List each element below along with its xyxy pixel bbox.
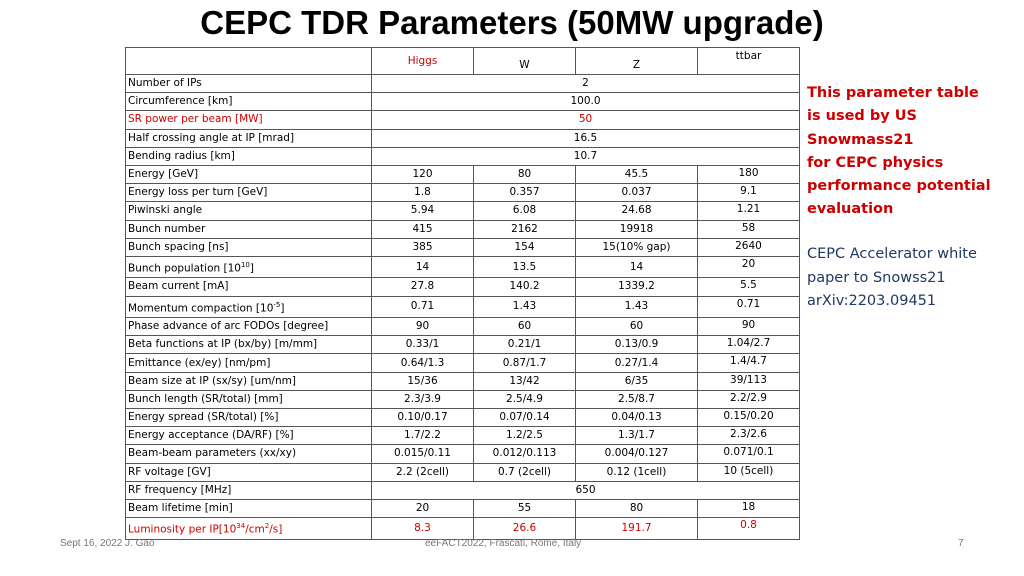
value-cell: 0.8 bbox=[698, 518, 800, 540]
value-cell: 0.071/0.1 bbox=[698, 445, 800, 463]
value-cell: 60 bbox=[576, 318, 698, 336]
table-row bbox=[126, 202, 800, 220]
parameter-name: RF frequency [MHz] bbox=[126, 481, 372, 499]
parameter-name: RF voltage [GV] bbox=[126, 463, 372, 481]
white-paper-note bbox=[807, 243, 1017, 314]
merged-value-cell: 650 bbox=[372, 481, 800, 499]
value-cell: 58 bbox=[698, 220, 800, 238]
value-cell: 1.43 bbox=[474, 296, 576, 318]
header-higgs: Higgs bbox=[372, 48, 474, 75]
value-cell: 0.13/0.9 bbox=[576, 336, 698, 354]
value-cell: 0.33/1 bbox=[372, 336, 474, 354]
table-row bbox=[126, 220, 800, 238]
table-row bbox=[126, 278, 800, 296]
value-cell: 55 bbox=[474, 499, 576, 517]
header-z: Z bbox=[576, 48, 698, 75]
parameter-name: Beam size at IP (sx/sy) [um/nm] bbox=[126, 372, 372, 390]
header-ttbar: ttbar bbox=[698, 48, 800, 75]
value-cell: 0.21/1 bbox=[474, 336, 576, 354]
value-cell: 0.04/0.13 bbox=[576, 409, 698, 427]
parameter-name: SR power per beam [MW] bbox=[126, 111, 372, 129]
value-cell: 9.1 bbox=[698, 184, 800, 202]
parameter-name: Piwinski angle bbox=[126, 202, 372, 220]
slide-title: CEPC TDR Parameters (50MW upgrade) bbox=[200, 4, 824, 41]
value-cell: 180 bbox=[698, 165, 800, 183]
value-cell: 0.357 bbox=[474, 184, 576, 202]
value-cell: 0.10/0.17 bbox=[372, 409, 474, 427]
table-row bbox=[126, 256, 800, 278]
table-row bbox=[126, 499, 800, 517]
value-cell: 0.71 bbox=[372, 296, 474, 318]
value-cell: 2.2/2.9 bbox=[698, 390, 800, 408]
value-cell: 15(10% gap) bbox=[576, 238, 698, 256]
merged-value-cell: 10.7 bbox=[372, 147, 800, 165]
table-row bbox=[126, 238, 800, 256]
value-cell: 0.12 (1cell) bbox=[576, 463, 698, 481]
value-cell: 39/113 bbox=[698, 372, 800, 390]
table-row bbox=[126, 165, 800, 183]
snowmass-note-line: is used by US bbox=[807, 108, 917, 125]
table-row bbox=[126, 445, 800, 463]
table-row bbox=[126, 481, 800, 499]
value-cell: 0.87/1.7 bbox=[474, 354, 576, 372]
value-cell: 13.5 bbox=[474, 256, 576, 278]
value-cell: 1.8 bbox=[372, 184, 474, 202]
table-row bbox=[126, 184, 800, 202]
value-cell: 5.5 bbox=[698, 278, 800, 296]
value-cell: 1.04/2.7 bbox=[698, 336, 800, 354]
value-cell: 13/42 bbox=[474, 372, 576, 390]
table-row bbox=[126, 390, 800, 408]
parameter-name: Beta functions at IP (bx/by) [m/mm] bbox=[126, 336, 372, 354]
value-cell: 80 bbox=[576, 499, 698, 517]
value-cell: 120 bbox=[372, 165, 474, 183]
value-cell: 1339.2 bbox=[576, 278, 698, 296]
value-cell: 415 bbox=[372, 220, 474, 238]
value-cell: 1.21 bbox=[698, 202, 800, 220]
value-cell: 2.5/8.7 bbox=[576, 390, 698, 408]
white-paper-note-line: paper to Snowss21 bbox=[807, 269, 946, 286]
value-cell: 191.7 bbox=[576, 518, 698, 540]
value-cell: 1.43 bbox=[576, 296, 698, 318]
value-cell: 15/36 bbox=[372, 372, 474, 390]
value-cell: 90 bbox=[698, 318, 800, 336]
parameter-name: Beam lifetime [min] bbox=[126, 499, 372, 517]
merged-value-cell: 50 bbox=[372, 111, 800, 129]
value-cell: 1.7/2.2 bbox=[372, 427, 474, 445]
value-cell: 0.71 bbox=[698, 296, 800, 318]
parameter-name: Luminosity per $IP[10^{34}/cm^2/s]$ bbox=[126, 518, 372, 540]
snowmass-note-line: for CEPC physics bbox=[807, 154, 944, 171]
value-cell: 2162 bbox=[474, 220, 576, 238]
header-w: W bbox=[474, 48, 576, 75]
snowmass-note bbox=[807, 82, 1017, 222]
parameter-name: Energy loss per turn [GeV] bbox=[126, 184, 372, 202]
table-row bbox=[126, 354, 800, 372]
value-cell: 1.2/2.5 bbox=[474, 427, 576, 445]
parameter-name: Bunch population $[10^{10}]$ bbox=[126, 256, 372, 278]
value-cell: 0.015/0.11 bbox=[372, 445, 474, 463]
parameter-name: Emittance (ex/ey) [nm/pm] bbox=[126, 354, 372, 372]
merged-value-cell: 2 bbox=[372, 75, 800, 93]
merged-value-cell: 16.5 bbox=[372, 129, 800, 147]
value-cell: 6.08 bbox=[474, 202, 576, 220]
value-cell: 20 bbox=[698, 256, 800, 278]
table-header-row bbox=[126, 48, 800, 75]
table-row bbox=[126, 129, 800, 147]
parameter-name: Momentum compaction $[10^{-5}]$ bbox=[126, 296, 372, 318]
value-cell: 0.7 (2cell) bbox=[474, 463, 576, 481]
parameter-name: Phase advance of arc FODOs [degree] bbox=[126, 318, 372, 336]
value-cell: 24.68 bbox=[576, 202, 698, 220]
value-cell: 0.64/1.3 bbox=[372, 354, 474, 372]
value-cell: 2.5/4.9 bbox=[474, 390, 576, 408]
parameter-name: Beam current [mA] bbox=[126, 278, 372, 296]
table-row bbox=[126, 318, 800, 336]
table-row bbox=[126, 463, 800, 481]
snowmass-note-line: Snowmass21 bbox=[807, 131, 914, 148]
white-paper-note-line: CEPC Accelerator white bbox=[807, 246, 977, 262]
value-cell: 0.037 bbox=[576, 184, 698, 202]
value-cell: 385 bbox=[372, 238, 474, 256]
value-cell: 45.5 bbox=[576, 165, 698, 183]
value-cell: 26.6 bbox=[474, 518, 576, 540]
value-cell: 18 bbox=[698, 499, 800, 517]
value-cell: 0.004/0.127 bbox=[576, 445, 698, 463]
table-row bbox=[126, 75, 800, 93]
value-cell: 2.3/2.6 bbox=[698, 427, 800, 445]
parameter-name: Beam-beam parameters (xx/xy) bbox=[126, 445, 372, 463]
table-row bbox=[126, 372, 800, 390]
value-cell: 10 (5cell) bbox=[698, 463, 800, 481]
value-cell: 140.2 bbox=[474, 278, 576, 296]
value-cell: 154 bbox=[474, 238, 576, 256]
table-row bbox=[126, 296, 800, 318]
value-cell: 2640 bbox=[698, 238, 800, 256]
table-row bbox=[126, 147, 800, 165]
value-cell: 27.8 bbox=[372, 278, 474, 296]
table-row bbox=[126, 111, 800, 129]
value-cell: 90 bbox=[372, 318, 474, 336]
parameter-name: Circumference [km] bbox=[126, 93, 372, 111]
footer-page-number: 7 bbox=[958, 538, 964, 549]
value-cell: 1.4/4.7 bbox=[698, 354, 800, 372]
value-cell: 60 bbox=[474, 318, 576, 336]
snowmass-note-line: This parameter table bbox=[807, 85, 979, 101]
value-cell: 0.27/1.4 bbox=[576, 354, 698, 372]
value-cell: 2.3/3.9 bbox=[372, 390, 474, 408]
footer-author-date: Sept 16, 2022 J. Gao bbox=[60, 538, 155, 549]
white-paper-note-line: arXiv:2203.09451 bbox=[807, 293, 937, 309]
snowmass-note-line: evaluation bbox=[807, 201, 894, 218]
value-cell: 5.94 bbox=[372, 202, 474, 220]
value-cell: 2.2 (2cell) bbox=[372, 463, 474, 481]
value-cell: 80 bbox=[474, 165, 576, 183]
value-cell: 14 bbox=[372, 256, 474, 278]
parameter-name: Bunch length (SR/total) [mm] bbox=[126, 390, 372, 408]
parameter-name: Bunch number bbox=[126, 220, 372, 238]
parameter-name: Energy acceptance (DA/RF) [%] bbox=[126, 427, 372, 445]
value-cell: 1.3/1.7 bbox=[576, 427, 698, 445]
parameter-table bbox=[125, 47, 800, 540]
value-cell: 6/35 bbox=[576, 372, 698, 390]
value-cell: 0.07/0.14 bbox=[474, 409, 576, 427]
value-cell: 20 bbox=[372, 499, 474, 517]
table-row bbox=[126, 93, 800, 111]
value-cell: 0.15/0.20 bbox=[698, 409, 800, 427]
table-row bbox=[126, 409, 800, 427]
merged-value-cell: 100.0 bbox=[372, 93, 800, 111]
table-body bbox=[126, 75, 800, 540]
table-row bbox=[126, 518, 800, 540]
header-empty-cell bbox=[126, 48, 372, 75]
value-cell: 0.012/0.113 bbox=[474, 445, 576, 463]
parameter-name: Bunch spacing [ns] bbox=[126, 238, 372, 256]
parameter-name: Number of IPs bbox=[126, 75, 372, 93]
parameter-name: Bending radius [km] bbox=[126, 147, 372, 165]
snowmass-note-line: performance potential bbox=[807, 178, 991, 195]
value-cell: 8.3 bbox=[372, 518, 474, 540]
value-cell: 19918 bbox=[576, 220, 698, 238]
parameter-name: Energy [GeV] bbox=[126, 165, 372, 183]
table-row bbox=[126, 336, 800, 354]
parameter-name: Half crossing angle at IP [mrad] bbox=[126, 129, 372, 147]
footer-conference: eeFACT2022, Frascati, Rome, Italy bbox=[425, 538, 582, 549]
value-cell: 14 bbox=[576, 256, 698, 278]
parameter-name: Energy spread (SR/total) [%] bbox=[126, 409, 372, 427]
table-row bbox=[126, 427, 800, 445]
